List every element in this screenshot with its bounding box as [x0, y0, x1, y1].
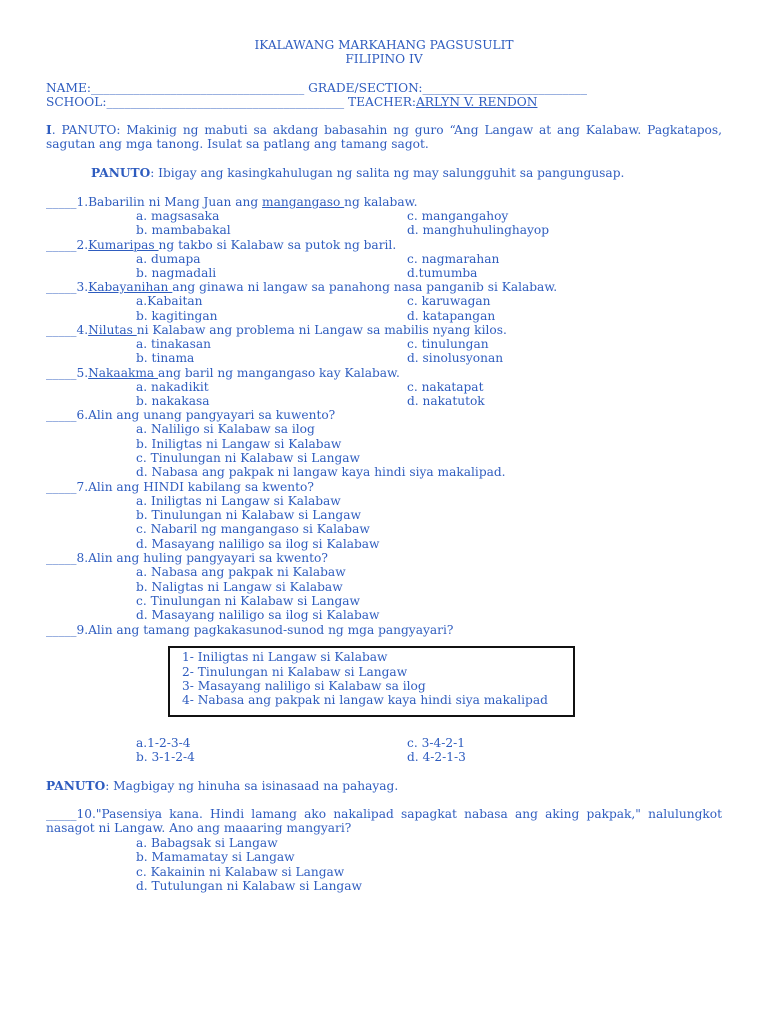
choice-10a: a. Babagsak si Langaw	[136, 836, 278, 850]
choice-2d: d.tumumba	[407, 266, 478, 280]
sequence-item-1: 1- Iniligtas ni Langaw si Kalabaw	[182, 650, 388, 664]
question-1	[46, 195, 417, 209]
choice-7b: b. Tinulungan ni Kalabaw si Langaw	[136, 508, 361, 522]
choice-8c: c. Tinulungan ni Kalabaw si Langaw	[136, 594, 360, 608]
choice-10d: d. Tutulungan ni Kalabaw si Langaw	[136, 879, 362, 893]
question-text: ni Kalabaw ang problema ni Langaw sa mabilis nyang kilos.	[136, 323, 507, 337]
choice-9c: c. 3-4-2-1	[407, 736, 465, 750]
question-5	[46, 366, 400, 380]
underlined-word: Kabayanihan	[88, 280, 173, 294]
question-9: _____9.Alin ang tamang pagkakasunod-sunod ng mga pangyayari?	[46, 623, 454, 637]
question-text: _____1.Babarilin ni Mang Juan ang	[46, 195, 263, 209]
choice-8d: d. Masayang naliligo sa ilog si Kalabaw	[136, 608, 380, 622]
underlined-word: Kumaripas	[88, 238, 159, 252]
exam-title: IKALAWANG MARKAHANG PAGSUSULIT	[254, 38, 514, 52]
grade-blank[interactable]: ___________________________	[422, 81, 587, 95]
choice-2c: c. nagmarahan	[407, 252, 500, 266]
question-text: _____5.	[46, 366, 89, 380]
panuto-text: : Magbigay ng hinuha sa isinasaad na pahayag.	[105, 779, 399, 793]
panuto-text: : Ibigay ang kasingkahulugan ng salita ng may salungguhit sa pangungusap.	[150, 166, 625, 180]
choice-10c: c. Kakainin ni Kalabaw si Langaw	[136, 865, 345, 879]
question-text: ang ginawa ni langaw sa panahong nasa panganib si Kalabaw.	[172, 280, 558, 294]
question-text: _____2.	[46, 238, 89, 252]
question-text: ang baril ng mangangaso kay Kalabaw.	[158, 366, 400, 380]
choice-1c: c. mangangahoy	[407, 209, 509, 223]
panuto-label: PANUTO	[91, 166, 151, 180]
choice-7d: d. Masayang naliligo sa ilog si Kalabaw	[136, 537, 380, 551]
choice-6c: c. Tinulungan ni Kalabaw si Langaw	[136, 451, 360, 465]
choice-4c: c. tinulungan	[407, 337, 489, 351]
choice-3d: d. katapangan	[407, 309, 496, 323]
question-2	[46, 238, 396, 252]
choice-8a: a. Nabasa ang pakpak ni Kalabaw	[136, 565, 346, 579]
question-6: _____6.Alin ang unang pangyayari sa kuwento?	[46, 408, 336, 422]
choice-4d: d. sinolusyonan	[407, 351, 504, 365]
choice-3c: c. karuwagan	[407, 294, 491, 308]
choice-6a: a. Naliligo si Kalabaw sa ilog	[136, 422, 315, 436]
name-field[interactable]	[46, 81, 587, 95]
choice-5a: a. nakadikit	[136, 380, 209, 394]
underlined-word: Nilutas	[88, 323, 137, 337]
choice-3a: a.Kabaitan	[136, 294, 203, 308]
sequence-item-2: 2- Tinulungan ni Kalabaw si Langaw	[182, 665, 408, 679]
question-7: _____7.Alin ang HINDI kabilang sa kwento?	[46, 480, 314, 494]
panuto-label: PANUTO	[46, 779, 106, 793]
choice-6d: d. Nabasa ang pakpak ni langaw kaya hindi siya makalipad.	[136, 465, 506, 479]
grade-label: GRADE/SECTION:	[308, 81, 423, 95]
choice-2b: b. nagmadali	[136, 266, 217, 280]
choice-6b: b. Iniligtas ni Langaw si Kalabaw	[136, 437, 342, 451]
choice-9b: b. 3-1-2-4	[136, 750, 195, 764]
choice-4a: a. tinakasan	[136, 337, 211, 351]
exam-subject: FILIPINO IV	[345, 52, 423, 66]
choice-4b: b. tinama	[136, 351, 195, 365]
choice-3b: b. kagitingan	[136, 309, 218, 323]
underlined-word: mangangaso	[262, 195, 345, 209]
question-text: ng takbo si Kalabaw sa putok ng baril.	[158, 238, 397, 252]
underlined-word: Nakaakma	[88, 366, 159, 380]
choice-7c: c. Nabaril ng mangangaso si Kalabaw	[136, 522, 370, 536]
choice-5b: b. nakakasa	[136, 394, 210, 408]
part1-instructions	[46, 123, 722, 152]
choice-1d: d. manghuhulinghayop	[407, 223, 550, 237]
part1-instructions-text: . PANUTO: Makinig ng mabuti sa akdang babasahin ng guro “Ang Langaw at ang Kalabaw. Pagkatapos, sagutan ang mga tanong. Isulat sa patlang ang tamang sagot.	[46, 123, 722, 152]
choice-5d: d. nakatutok	[407, 394, 485, 408]
school-field[interactable]	[46, 95, 537, 109]
choice-2a: a. dumapa	[136, 252, 201, 266]
sequence-item-3: 3- Masayang naliligo si Kalabaw sa ilog	[182, 679, 426, 693]
choice-7a: a. Iniligtas ni Langaw si Kalabaw	[136, 494, 341, 508]
question-4	[46, 323, 507, 337]
sequence-item-4: 4- Nabasa ang pakpak ni langaw kaya hindi siya makalipad	[182, 693, 548, 707]
part2-panuto	[46, 779, 398, 793]
school-label: SCHOOL:_______________________________________	[46, 95, 345, 109]
choice-10b: b. Mamamatay si Langaw	[136, 850, 295, 864]
choice-5c: c. nakatapat	[407, 380, 484, 394]
part1-roman: I	[46, 123, 52, 137]
question-8: _____8.Alin ang huling pangyayari sa kwento?	[46, 551, 328, 565]
choice-9d: d. 4-2-1-3	[407, 750, 466, 764]
choice-1b: b. mambabakal	[136, 223, 231, 237]
choice-9a: a.1-2-3-4	[136, 736, 191, 750]
name-label: NAME:___________________________________	[46, 81, 305, 95]
part1-panuto	[91, 166, 624, 180]
teacher-name: ARLYN V. RENDON	[416, 95, 538, 109]
choice-1a: a. magsasaka	[136, 209, 220, 223]
question-3	[46, 280, 557, 294]
choice-8b: b. Naligtas ni Langaw si Kalabaw	[136, 580, 343, 594]
question-text: _____4.	[46, 323, 89, 337]
question-10: _____10."Pasensiya kana. Hindi lamang ako nakalipad sapagkat nabasa ang aking pakpak," nalulungkot nasagot ni Langaw. Ano ang maaaring mangyari?	[46, 807, 722, 836]
teacher-label: TEACHER:	[348, 95, 416, 109]
question-text: _____3.	[46, 280, 89, 294]
question-text: ng kalabaw.	[344, 195, 418, 209]
